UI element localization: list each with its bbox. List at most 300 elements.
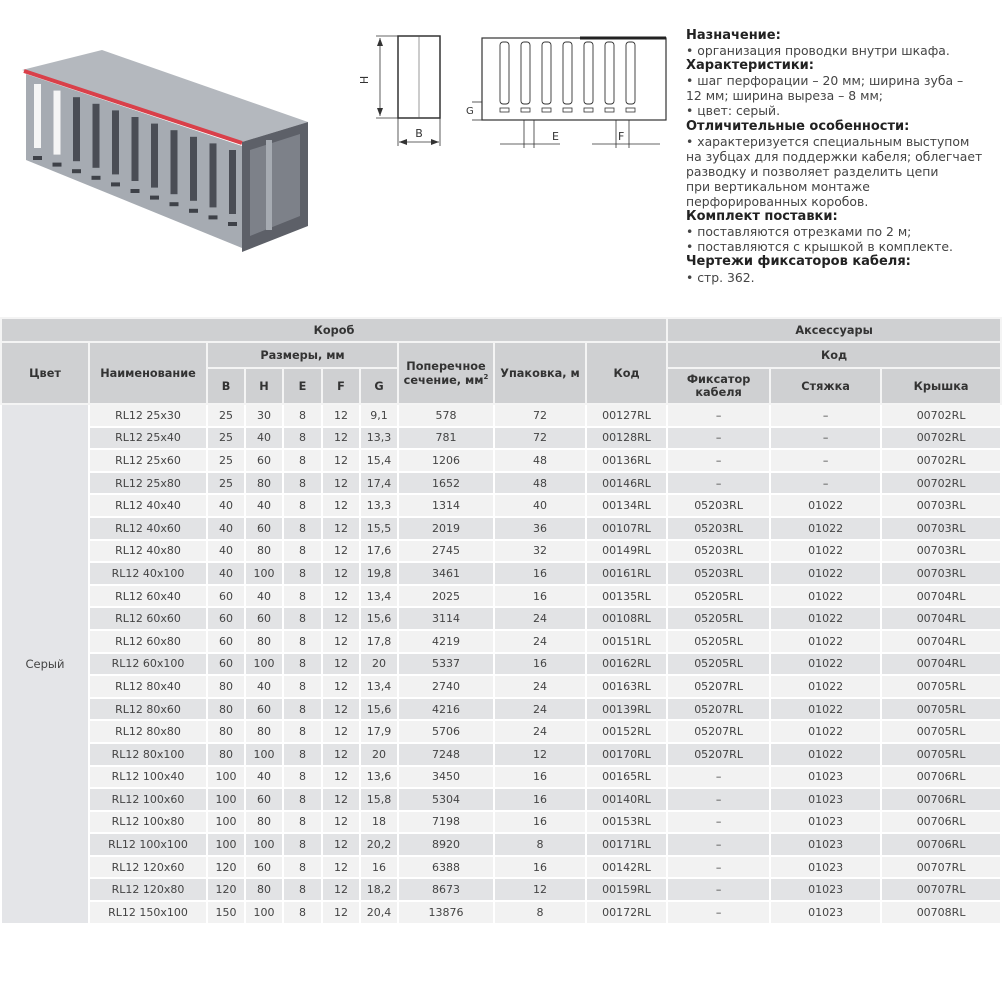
cell-cover: 00702RL: [881, 404, 1001, 427]
cell-h: 60: [245, 856, 283, 879]
cell-cover: 00705RL: [881, 743, 1001, 766]
cell-f: 12: [322, 494, 360, 517]
cell-fixer: 05207RL: [667, 675, 770, 698]
cell-code: 00153RL: [586, 811, 667, 834]
cell-b: 40: [207, 540, 245, 563]
cell-section: 2745: [398, 540, 494, 563]
cell-fixer: –: [667, 404, 770, 427]
cell-section: 781: [398, 427, 494, 450]
cell-h: 40: [245, 585, 283, 608]
cell-cover: 00704RL: [881, 630, 1001, 653]
drawing-slot: [626, 42, 635, 104]
cell-code: 00159RL: [586, 878, 667, 901]
cell-fixer: 05207RL: [667, 698, 770, 721]
cell-e: 8: [283, 449, 322, 472]
cell-g: 16: [360, 856, 398, 879]
cell-pack: 72: [494, 427, 586, 450]
cell-pack: 16: [494, 811, 586, 834]
cell-fixer: 05207RL: [667, 743, 770, 766]
table-row: [1, 472, 1001, 495]
description-line: • шаг перфорации – 20 мм; ширина зуба –: [686, 73, 964, 89]
cell-b: 40: [207, 517, 245, 540]
cell-h: 100: [245, 833, 283, 856]
cell-h: 100: [245, 562, 283, 585]
drawing-slot: [542, 42, 551, 104]
header-color: Цвет: [1, 342, 89, 404]
perforation-slot: [112, 110, 119, 174]
cell-section: 2025: [398, 585, 494, 608]
spec-table: [0, 317, 1002, 925]
cell-b: 25: [207, 472, 245, 495]
description-line: 12 мм; ширина выреза – 8 мм;: [686, 88, 883, 104]
table-row: [1, 675, 1001, 698]
cell-g: 13,3: [360, 427, 398, 450]
header-dimensions: Размеры, мм: [207, 342, 398, 368]
cell-f: 12: [322, 878, 360, 901]
cell-tie: –: [770, 404, 881, 427]
cell-h: 40: [245, 494, 283, 517]
description-heading: Назначение:: [686, 28, 781, 43]
cell-fixer: –: [667, 811, 770, 834]
cell-name: RL12 40x40: [89, 494, 207, 517]
h-label: H: [358, 75, 371, 85]
table-row: [1, 720, 1001, 743]
cell-e: 8: [283, 607, 322, 630]
header-cover: Крышка: [881, 368, 1001, 404]
cell-section: 2019: [398, 517, 494, 540]
cell-code: 00161RL: [586, 562, 667, 585]
cell-b: 150: [207, 901, 245, 924]
cell-f: 12: [322, 720, 360, 743]
e-label: E: [552, 130, 559, 143]
cell-section: 7198: [398, 811, 494, 834]
cell-h: 30: [245, 404, 283, 427]
cell-section: 13876: [398, 901, 494, 924]
cell-e: 8: [283, 675, 322, 698]
description-line: • цвет: серый.: [686, 103, 781, 119]
cell-cover: 00702RL: [881, 472, 1001, 495]
cell-fixer: –: [667, 856, 770, 879]
cable-duct-image: [10, 30, 310, 270]
description-line: • организация проводки внутри шкафа.: [686, 43, 950, 59]
cell-fixer: –: [667, 472, 770, 495]
cell-pack: 16: [494, 766, 586, 789]
cell-f: 12: [322, 811, 360, 834]
cell-b: 25: [207, 449, 245, 472]
g-label: G: [466, 106, 474, 117]
header-b: B: [207, 368, 245, 404]
drawing-bottom-slot: [521, 108, 530, 112]
cell-fixer: –: [667, 833, 770, 856]
product-photo: [10, 30, 310, 270]
table-row: [1, 404, 1001, 427]
cell-section: 2740: [398, 675, 494, 698]
cell-section: 5304: [398, 788, 494, 811]
cell-cover: 00705RL: [881, 675, 1001, 698]
cell-code: 00152RL: [586, 720, 667, 743]
cell-pack: 24: [494, 675, 586, 698]
cell-b: 80: [207, 698, 245, 721]
perforation-slot: [229, 150, 236, 214]
cell-code: 00128RL: [586, 427, 667, 450]
cell-f: 12: [322, 517, 360, 540]
cell-e: 8: [283, 494, 322, 517]
header-cable-fixer: Фиксатор кабеля: [667, 368, 770, 404]
table-row: [1, 517, 1001, 540]
drawing-bottom-slot: [605, 108, 614, 112]
cell-h: 60: [245, 698, 283, 721]
f-label: F: [618, 130, 625, 143]
cell-pack: 12: [494, 878, 586, 901]
drawing-bottom-slot: [563, 108, 572, 112]
cell-h: 80: [245, 811, 283, 834]
cell-code: 00139RL: [586, 698, 667, 721]
cell-tie: –: [770, 449, 881, 472]
cell-h: 80: [245, 630, 283, 653]
cell-cover: 00704RL: [881, 585, 1001, 608]
description-line: • поставляются отрезками по 2 м;: [686, 224, 912, 240]
cell-h: 80: [245, 472, 283, 495]
drawing-slot: [584, 42, 593, 104]
cell-g: 13,6: [360, 766, 398, 789]
cell-f: 12: [322, 427, 360, 450]
cell-h: 100: [245, 653, 283, 676]
cell-b: 100: [207, 766, 245, 789]
cell-pack: 8: [494, 833, 586, 856]
table-row: [1, 449, 1001, 472]
cell-pack: 16: [494, 653, 586, 676]
cell-f: 12: [322, 540, 360, 563]
header-tie: Стяжка: [770, 368, 881, 404]
cell-name: RL12 80x60: [89, 698, 207, 721]
cell-name: RL12 120x60: [89, 856, 207, 879]
table-row: [1, 698, 1001, 721]
cell-tie: 01022: [770, 698, 881, 721]
cell-h: 100: [245, 743, 283, 766]
cell-name: RL12 60x40: [89, 585, 207, 608]
cell-f: 12: [322, 833, 360, 856]
drawing-slot: [605, 42, 614, 104]
cell-g: 18: [360, 811, 398, 834]
cell-b: 80: [207, 675, 245, 698]
cell-fixer: 05207RL: [667, 720, 770, 743]
drawing-bottom-slot: [542, 108, 551, 112]
cell-tie: 01022: [770, 562, 881, 585]
bottom-slot: [33, 156, 42, 160]
cell-e: 8: [283, 743, 322, 766]
cell-cover: 00705RL: [881, 720, 1001, 743]
cell-f: 12: [322, 743, 360, 766]
header-h: H: [245, 368, 283, 404]
cell-pack: 24: [494, 630, 586, 653]
table-row: [1, 743, 1001, 766]
cell-section: 3450: [398, 766, 494, 789]
cell-pack: 12: [494, 743, 586, 766]
perforation-slot: [210, 143, 217, 207]
cell-cover: 00707RL: [881, 878, 1001, 901]
cell-name: RL12 100x60: [89, 788, 207, 811]
cell-tie: 01022: [770, 653, 881, 676]
perforation-slot: [54, 91, 61, 155]
perforation-slot: [190, 137, 197, 201]
cell-cover: 00706RL: [881, 833, 1001, 856]
cell-code: 00171RL: [586, 833, 667, 856]
group-header-accessories: Аксессуары: [667, 318, 1001, 342]
cell-h: 40: [245, 427, 283, 450]
cell-cover: 00707RL: [881, 856, 1001, 879]
header-e: E: [283, 368, 322, 404]
cell-tie: 01023: [770, 788, 881, 811]
cell-tie: 01022: [770, 494, 881, 517]
cell-name: RL12 25x40: [89, 427, 207, 450]
bottom-slot: [189, 209, 198, 213]
cell-cover: 00706RL: [881, 811, 1001, 834]
description-line: разводку и позволяет разделить цепи: [686, 163, 939, 179]
cell-cover: 00706RL: [881, 788, 1001, 811]
cell-fixer: –: [667, 427, 770, 450]
color-cell: Серый: [1, 404, 89, 924]
cell-tie: 01023: [770, 766, 881, 789]
header-package: Упаковка, м: [494, 342, 586, 404]
cell-code: 00149RL: [586, 540, 667, 563]
cell-pack: 32: [494, 540, 586, 563]
description-heading: Чертежи фиксаторов кабеля:: [686, 254, 911, 270]
cell-f: 12: [322, 585, 360, 608]
perforation-slot: [73, 97, 80, 161]
cell-section: 1206: [398, 449, 494, 472]
drawing-slot: [563, 42, 572, 104]
cell-f: 12: [322, 856, 360, 879]
cell-g: 20: [360, 653, 398, 676]
cell-e: 8: [283, 720, 322, 743]
cell-pack: 72: [494, 404, 586, 427]
cell-f: 12: [322, 653, 360, 676]
drawing-slot: [500, 42, 509, 104]
cell-code: 00134RL: [586, 494, 667, 517]
cell-fixer: –: [667, 449, 770, 472]
cell-code: 00135RL: [586, 585, 667, 608]
cell-e: 8: [283, 698, 322, 721]
cell-cover: 00702RL: [881, 427, 1001, 450]
cell-e: 8: [283, 427, 322, 450]
cell-name: RL12 25x30: [89, 404, 207, 427]
b-label: B: [415, 127, 423, 140]
cell-b: 25: [207, 404, 245, 427]
cell-cover: 00703RL: [881, 494, 1001, 517]
cell-tie: –: [770, 427, 881, 450]
cell-section: 5706: [398, 720, 494, 743]
cell-tie: 01022: [770, 540, 881, 563]
drawing-bottom-slot: [500, 108, 509, 112]
perforation-slot: [132, 117, 139, 181]
cell-b: 120: [207, 856, 245, 879]
cell-e: 8: [283, 653, 322, 676]
cell-section: 578: [398, 404, 494, 427]
cell-fixer: –: [667, 901, 770, 924]
cell-tie: 01023: [770, 901, 881, 924]
cell-pack: 40: [494, 494, 586, 517]
cell-code: 00107RL: [586, 517, 667, 540]
cell-f: 12: [322, 630, 360, 653]
cell-code: 00165RL: [586, 766, 667, 789]
cell-name: RL12 100x100: [89, 833, 207, 856]
table-row: [1, 653, 1001, 676]
description: [686, 28, 996, 285]
bottom-slot: [53, 163, 62, 167]
cell-f: 12: [322, 449, 360, 472]
cell-section: 6388: [398, 856, 494, 879]
cell-h: 60: [245, 607, 283, 630]
cell-h: 100: [245, 901, 283, 924]
description-heading: Характеристики:: [686, 58, 814, 74]
cell-h: 60: [245, 517, 283, 540]
cell-name: RL12 80x40: [89, 675, 207, 698]
cell-cover: 00703RL: [881, 540, 1001, 563]
cell-g: 15,6: [360, 698, 398, 721]
cell-name: RL12 25x80: [89, 472, 207, 495]
cell-g: 18,2: [360, 878, 398, 901]
table-row: [1, 901, 1001, 924]
cell-name: RL12 100x40: [89, 766, 207, 789]
cell-e: 8: [283, 788, 322, 811]
cell-pack: 16: [494, 788, 586, 811]
cell-f: 12: [322, 698, 360, 721]
cell-b: 40: [207, 494, 245, 517]
bottom-slot: [92, 176, 101, 180]
description-heading: Отличительные особенности:: [686, 118, 910, 134]
table-row: [1, 878, 1001, 901]
cell-h: 80: [245, 878, 283, 901]
cell-name: RL12 80x100: [89, 743, 207, 766]
table-row: [1, 585, 1001, 608]
cell-g: 15,8: [360, 788, 398, 811]
cell-pack: 48: [494, 449, 586, 472]
cell-section: 4219: [398, 630, 494, 653]
cell-b: 80: [207, 720, 245, 743]
cell-e: 8: [283, 540, 322, 563]
bottom-slot: [209, 215, 218, 219]
bottom-slot: [170, 202, 179, 206]
cell-name: RL12 40x80: [89, 540, 207, 563]
cell-section: 5337: [398, 653, 494, 676]
cell-fixer: 05205RL: [667, 653, 770, 676]
cell-section: 3461: [398, 562, 494, 585]
cell-e: 8: [283, 585, 322, 608]
cell-pack: 36: [494, 517, 586, 540]
table-row: [1, 540, 1001, 563]
cell-e: 8: [283, 404, 322, 427]
cell-name: RL12 80x80: [89, 720, 207, 743]
cell-tie: 01022: [770, 743, 881, 766]
cell-cover: 00703RL: [881, 517, 1001, 540]
cell-code: 00127RL: [586, 404, 667, 427]
cell-b: 100: [207, 788, 245, 811]
cell-b: 60: [207, 607, 245, 630]
cell-f: 12: [322, 404, 360, 427]
cell-fixer: –: [667, 766, 770, 789]
cell-b: 25: [207, 427, 245, 450]
cell-pack: 48: [494, 472, 586, 495]
cell-f: 12: [322, 472, 360, 495]
cell-fixer: 05205RL: [667, 630, 770, 653]
cell-cover: 00703RL: [881, 562, 1001, 585]
cell-tie: 01022: [770, 517, 881, 540]
cell-b: 60: [207, 585, 245, 608]
cell-e: 8: [283, 517, 322, 540]
cell-tie: 01023: [770, 856, 881, 879]
cell-g: 17,4: [360, 472, 398, 495]
cell-section: 3114: [398, 607, 494, 630]
cell-section: 1652: [398, 472, 494, 495]
group-header-box: Короб: [1, 318, 667, 342]
cell-name: RL12 25x60: [89, 449, 207, 472]
cell-g: 9,1: [360, 404, 398, 427]
cell-code: 00146RL: [586, 472, 667, 495]
cell-g: 19,8: [360, 562, 398, 585]
cell-code: 00142RL: [586, 856, 667, 879]
cell-fixer: 05203RL: [667, 494, 770, 517]
cell-section: 8673: [398, 878, 494, 901]
cell-name: RL12 60x100: [89, 653, 207, 676]
description-line: на зубцах для поддержки кабеля; облегчает: [686, 148, 983, 164]
cell-e: 8: [283, 856, 322, 879]
cell-g: 15,5: [360, 517, 398, 540]
cell-h: 40: [245, 766, 283, 789]
description-line: перфорированных коробов.: [686, 194, 869, 210]
cell-section: 4216: [398, 698, 494, 721]
table-row: [1, 630, 1001, 653]
cell-name: RL12 40x100: [89, 562, 207, 585]
cell-e: 8: [283, 811, 322, 834]
header-f: F: [322, 368, 360, 404]
cell-g: 17,9: [360, 720, 398, 743]
cell-tie: 01023: [770, 833, 881, 856]
table-row: [1, 788, 1001, 811]
cell-pack: 24: [494, 698, 586, 721]
cell-code: 00151RL: [586, 630, 667, 653]
cell-f: 12: [322, 901, 360, 924]
cell-fixer: –: [667, 878, 770, 901]
cell-pack: 24: [494, 607, 586, 630]
cell-g: 20,4: [360, 901, 398, 924]
cell-g: 13,4: [360, 675, 398, 698]
cell-h: 40: [245, 675, 283, 698]
cell-cover: 00705RL: [881, 698, 1001, 721]
cell-f: 12: [322, 675, 360, 698]
cell-section: 7248: [398, 743, 494, 766]
header-name: Наименование: [89, 342, 207, 404]
cell-tie: 01023: [770, 878, 881, 901]
cell-e: 8: [283, 878, 322, 901]
cell-pack: 8: [494, 901, 586, 924]
description-line: • поставляются с крышкой в комплекте.: [686, 239, 953, 255]
cell-b: 120: [207, 878, 245, 901]
cell-name: RL12 40x60: [89, 517, 207, 540]
cell-tie: 01023: [770, 811, 881, 834]
cell-pack: 16: [494, 856, 586, 879]
cell-section: 8920: [398, 833, 494, 856]
cell-name: RL12 100x80: [89, 811, 207, 834]
cell-b: 100: [207, 811, 245, 834]
cell-e: 8: [283, 901, 322, 924]
cell-f: 12: [322, 788, 360, 811]
cell-h: 80: [245, 720, 283, 743]
cell-code: 00170RL: [586, 743, 667, 766]
cell-fixer: 05205RL: [667, 585, 770, 608]
cell-b: 60: [207, 630, 245, 653]
cell-name: RL12 60x80: [89, 630, 207, 653]
perforation-slot: [151, 124, 158, 188]
